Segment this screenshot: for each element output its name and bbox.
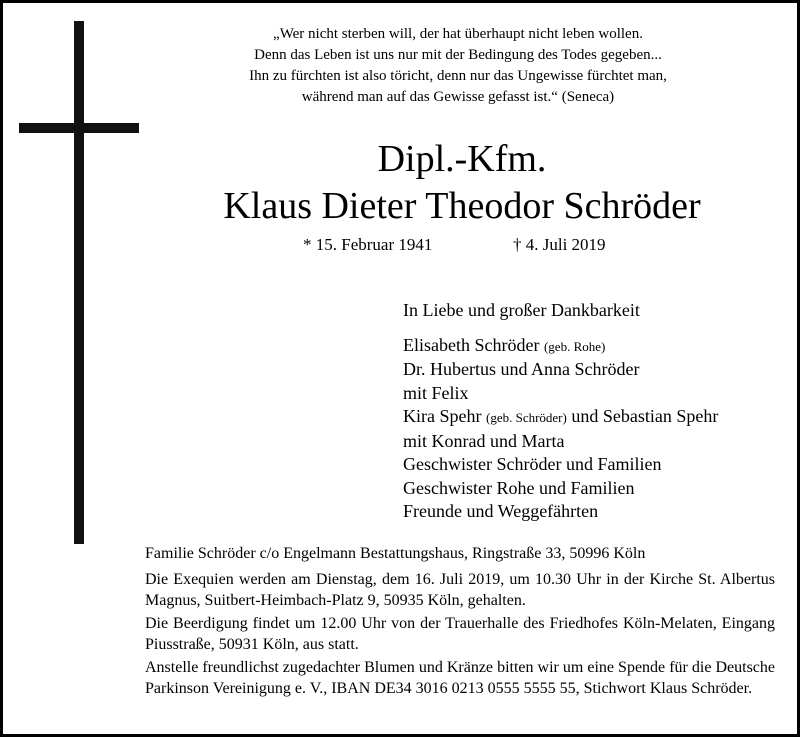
- deceased-title: Dipl.-Kfm.: [377, 138, 547, 180]
- mourner-felix: mit Felix: [403, 382, 469, 403]
- maiden-name-note: (geb. Schröder): [485, 410, 567, 425]
- mourner-name: Elisabeth Schröder: [403, 334, 540, 355]
- maiden-name-note: (geb. Rohe): [543, 338, 606, 354]
- mourner-freunde: Freunde und Weggefährten: [403, 501, 599, 521]
- mourner-kira: [403, 405, 718, 430]
- birth-date: * 15. Februar 1941: [303, 235, 433, 254]
- cross-icon-horizontal-beam: [19, 123, 139, 133]
- mourner-geschwister-schroeder: Geschwister Schröder und Familien: [403, 454, 662, 474]
- exequien-text: Die Exequien werden am Dienstag, dem 16. Juli 2019, um 10.30 Uhr in der Kirche St. Albertus Magnus, Suitbert-Heimbach-Platz 9, 50935 Köln, gehalten.: [145, 571, 775, 609]
- mourners-list: [403, 299, 718, 524]
- quote-line: Ihn zu fürchten ist also töricht, denn nur das Ungewisse fürchtet man,: [249, 68, 667, 84]
- mourner-geschwister-rohe: Geschwister Rohe und Familien: [403, 477, 635, 498]
- quote-line: während man auf das Gewisse gefasst ist.“ (Seneca): [301, 89, 615, 105]
- donation-text: Anstelle freundlichst zugedachter Blumen und Kränze bitten wir um eine Spende für die Deutsche Parkinson Vereinigung e. V., IBAN DE34 3016 0213 0555 5555 55, Stichwort Klaus Schröder.: [145, 659, 775, 697]
- burial-text: Die Beerdigung findet um 12.00 Uhr von der Trauerhalle des Friedhofes Köln-Melaten, Eingang Piusstraße, 50931 Köln, aus statt.: [145, 615, 775, 653]
- quote-line: Denn das Leben ist uns nur mit der Bedingung des Todes gegeben...: [254, 47, 662, 63]
- mourner-konrad: mit Konrad und Marta: [403, 430, 565, 451]
- mourner-partner: und Sebastian Spehr: [571, 406, 719, 426]
- family-address: Familie Schröder c/o Engelmann Bestattungshaus, Ringstraße 33, 50996 Köln: [145, 545, 646, 562]
- mourner-hubertus: Dr. Hubertus und Anna Schröder: [403, 359, 640, 379]
- seneca-quote: [208, 24, 708, 108]
- mourner-elisabeth: [403, 334, 718, 359]
- quote-line: „Wer nicht sterben will, der hat überhaupt nicht leben wollen.: [273, 26, 643, 42]
- cross-icon-vertical-beam: [74, 21, 84, 544]
- mourner-name: Kira Spehr: [403, 406, 482, 426]
- death-date: † 4. Juli 2019: [513, 235, 606, 254]
- deceased-name: Klaus Dieter Theodor Schröder: [223, 185, 701, 227]
- mourners-intro: In Liebe und großer Dankbarkeit: [403, 300, 640, 320]
- funeral-info: [145, 543, 775, 699]
